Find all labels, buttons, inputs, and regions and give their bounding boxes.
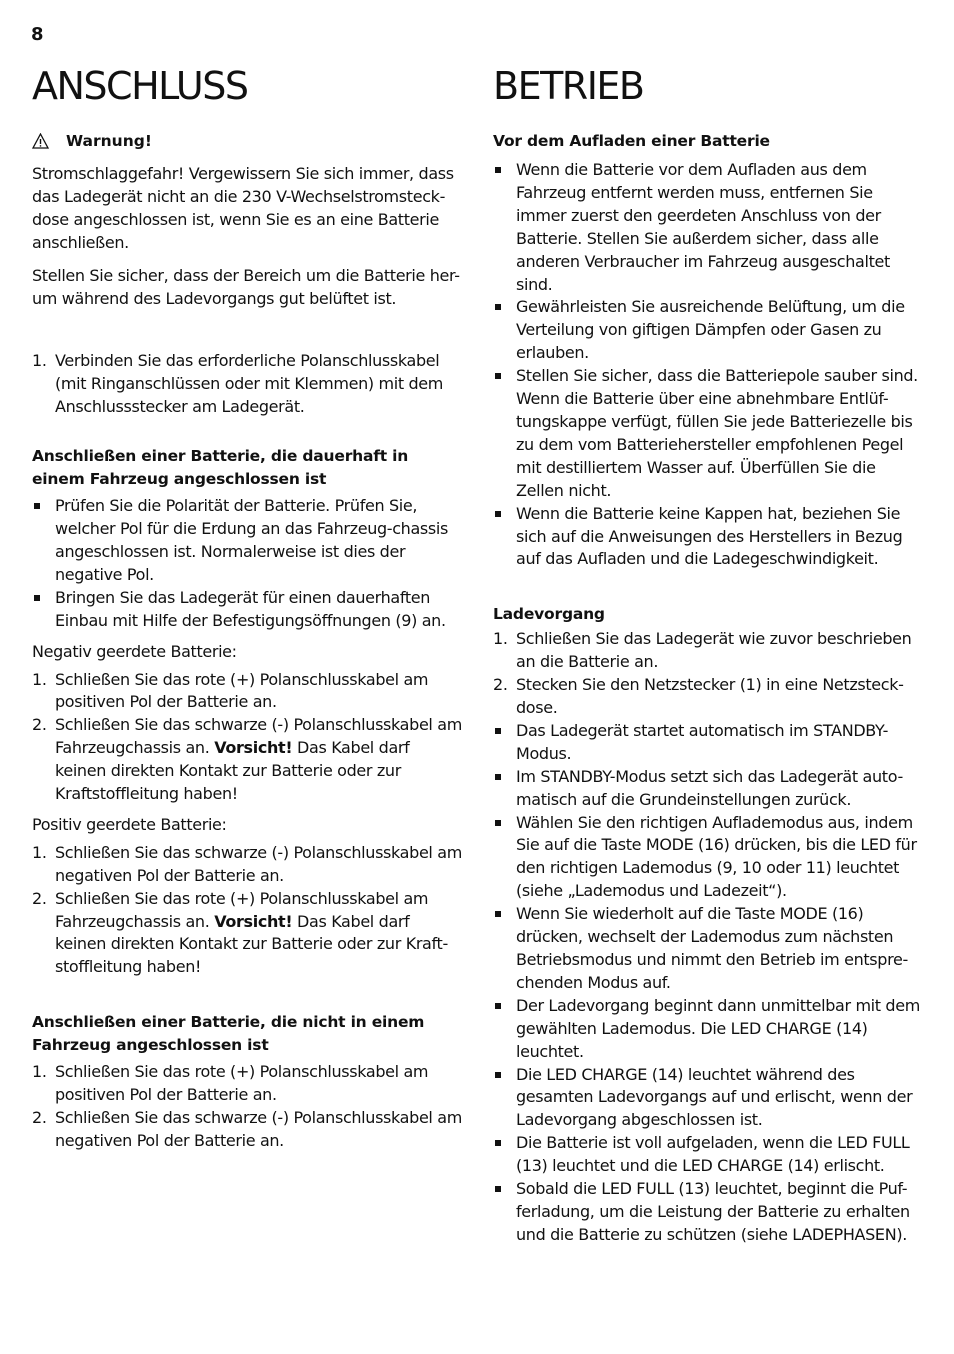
warning-heading bbox=[32, 130, 462, 152]
list-item: 2. Schließen Sie das schwarze (-) Polanschlusskabel am negativen Pol der Batterie an. bbox=[32, 1108, 462, 1150]
list-item: Wenn die Batterie vor dem Aufladen aus dem Fahrzeug entfernt werden muss, entfernen Sie immer zuerst den geerdeten Anschluss von der Batterie. Stellen Sie außerdem sicher, dass alle anderen Verbraucher im Fahrzeug ausgeschaltet sind. bbox=[493, 159, 925, 296]
page-number: 8 bbox=[31, 24, 44, 45]
list-item: Der Ladevorgang beginnt dann unmittelbar mit dem gewählten Lademodus. Die LED CHARGE (14) leuchtet. bbox=[493, 995, 925, 1064]
negative-ground-steps bbox=[32, 669, 462, 806]
list-item: Prüfen Sie die Polarität der Batterie. Prüfen Sie, welcher Pol für die Erdung an das Fahrzeug-chassis angeschlossen ist. Normalerweise ist dies der negative Pol. bbox=[32, 495, 462, 587]
connect-steps bbox=[32, 350, 462, 419]
heading-permanent-battery: Anschließen einer Batterie, die dauerhaft in einem Fahrzeug angeschlossen ist bbox=[32, 447, 409, 489]
heading-before-charging: Vor dem Aufladen einer Batterie bbox=[493, 132, 770, 150]
positive-ground-steps bbox=[32, 842, 462, 979]
list-item: Stellen Sie sicher, dass die Batteriepole sauber sind. Wenn die Batterie über eine abnehmbare Entlüf-tungskappe verfügt, füllen Sie jede Batteriezelle bis zu dem vom Batteriehersteller empfohlenen Pegel mit destilliertem Wasser auf. Überfüllen Sie die Zellen nicht. bbox=[493, 365, 925, 502]
before-charging-bullets bbox=[493, 159, 925, 571]
list-item: Sobald die LED FULL (13) leuchtet, beginnt die Puf-ferladung, um die Leistung der Batterie zu erhalten und die Batterie zu schützen (siehe LADEPHASEN). bbox=[493, 1178, 925, 1247]
negative-ground-label: Negativ geerdete Batterie: bbox=[32, 641, 237, 661]
positive-ground-label: Positiv geerdete Batterie: bbox=[32, 814, 227, 834]
list-item: Die Batterie ist voll aufgeladen, wenn die LED FULL (13) leuchtet und die LED CHARGE (14) erlischt. bbox=[493, 1132, 925, 1178]
standalone-steps bbox=[32, 1061, 462, 1153]
list-item: Im STANDBY-Modus setzt sich das Ladegerät auto-matisch auf die Grundeinstellungen zurück. bbox=[493, 766, 925, 812]
column-anschluss bbox=[32, 62, 462, 1153]
list-item: Bringen Sie das Ladegerät für einen dauerhaften Einbau mit Hilfe der Befestigungsöffnungen (9) an. bbox=[32, 587, 462, 633]
list-item: Wenn die Batterie keine Kappen hat, beziehen Sie sich auf die Anweisungen des Herstellers in Bezug auf das Aufladen und die Ladegeschwindigkeit. bbox=[493, 503, 925, 572]
list-item: 1. Schließen Sie das Ladegerät wie zuvor beschrieben an die Batterie an. bbox=[493, 629, 912, 672]
column-betrieb bbox=[493, 62, 925, 1247]
charging-bullets bbox=[493, 720, 925, 1247]
heading-standalone-battery: Anschließen einer Batterie, die nicht in einem Fahrzeug angeschlossen ist bbox=[32, 1013, 425, 1055]
list-item: 1. Schließen Sie das rote (+) Polanschlusskabel am positiven Pol der Batterie an. bbox=[32, 669, 429, 712]
list-item: 2. Schließen Sie das schwarze (-) Polanschlusskabel am Fahrzeugchassis an. Vorsicht! Das Kabel darf keinen direkten Kontakt zur Batterie oder zur Kraftstoffleitung haben! bbox=[32, 715, 462, 804]
permanent-bullets bbox=[32, 495, 462, 632]
warning-label: Warnung! bbox=[66, 132, 152, 150]
list-item: 1. Schließen Sie das rote (+) Polanschlusskabel am positiven Pol der Batterie an. bbox=[32, 1062, 429, 1105]
list-item: Wählen Sie den richtigen Auflademodus aus, indem Sie auf die Taste MODE (16) drücken, bis die LED für den richtigen Lademodus (9, 10 oder 11) leuchtet (siehe „Lademodus und Ladezeit“). bbox=[493, 812, 925, 904]
warning-triangle-icon bbox=[32, 133, 66, 149]
charging-steps bbox=[493, 628, 925, 720]
list-item: Die LED CHARGE (14) leuchtet während des gesamten Ladevorgangs auf und erlischt, wenn der Ladevorgang abgeschlossen ist. bbox=[493, 1064, 925, 1133]
list-item: 2. Schließen Sie das rote (+) Polanschlusskabel am Fahrzeugchassis an. Vorsicht! Das Kabel darf keinen direkten Kontakt zur Batterie oder zur Kraft-stoffleitung haben! bbox=[32, 888, 448, 977]
list-item: Wenn Sie wiederholt auf die Taste MODE (16) drücken, wechselt der Lademodus zum nächsten Betriebsmodus und nimmt den Betrieb im entspre-chenden Modus auf. bbox=[493, 903, 925, 995]
heading-charging: Ladevorgang bbox=[493, 605, 605, 624]
list-item: 1. Verbinden Sie das erforderliche Polanschlusskabel (mit Ringanschlüssen oder mit Klemmen) mit dem Anschlussstecker am Ladegerät. bbox=[32, 351, 444, 417]
section-title-anschluss: ANSCHLUSS bbox=[32, 64, 248, 108]
warning-text-2: Stellen Sie sicher, dass der Bereich um die Batterie her-um während des Ladevorgangs gut belüftet ist. bbox=[32, 265, 460, 308]
section-title-betrieb: BETRIEB bbox=[493, 64, 644, 108]
list-item: Gewährleisten Sie ausreichende Belüftung, um die Verteilung von giftigen Dämpfen oder Gasen zu erlauben. bbox=[493, 296, 925, 365]
list-item: Das Ladegerät startet automatisch im STANDBY-Modus. bbox=[493, 720, 925, 766]
list-item: 2. Stecken Sie den Netzstecker (1) in eine Netzsteck-dose. bbox=[493, 675, 904, 718]
list-item: 1. Schließen Sie das schwarze (-) Polanschlusskabel am negativen Pol der Batterie an. bbox=[32, 842, 462, 885]
warning-text-1: Stromschlaggefahr! Vergewissern Sie sich immer, dass das Ladegerät nicht an die 230 V-Wechselstromsteck-dose angeschlossen ist, wenn Sie es an eine Batterie anschließen. bbox=[32, 164, 454, 252]
